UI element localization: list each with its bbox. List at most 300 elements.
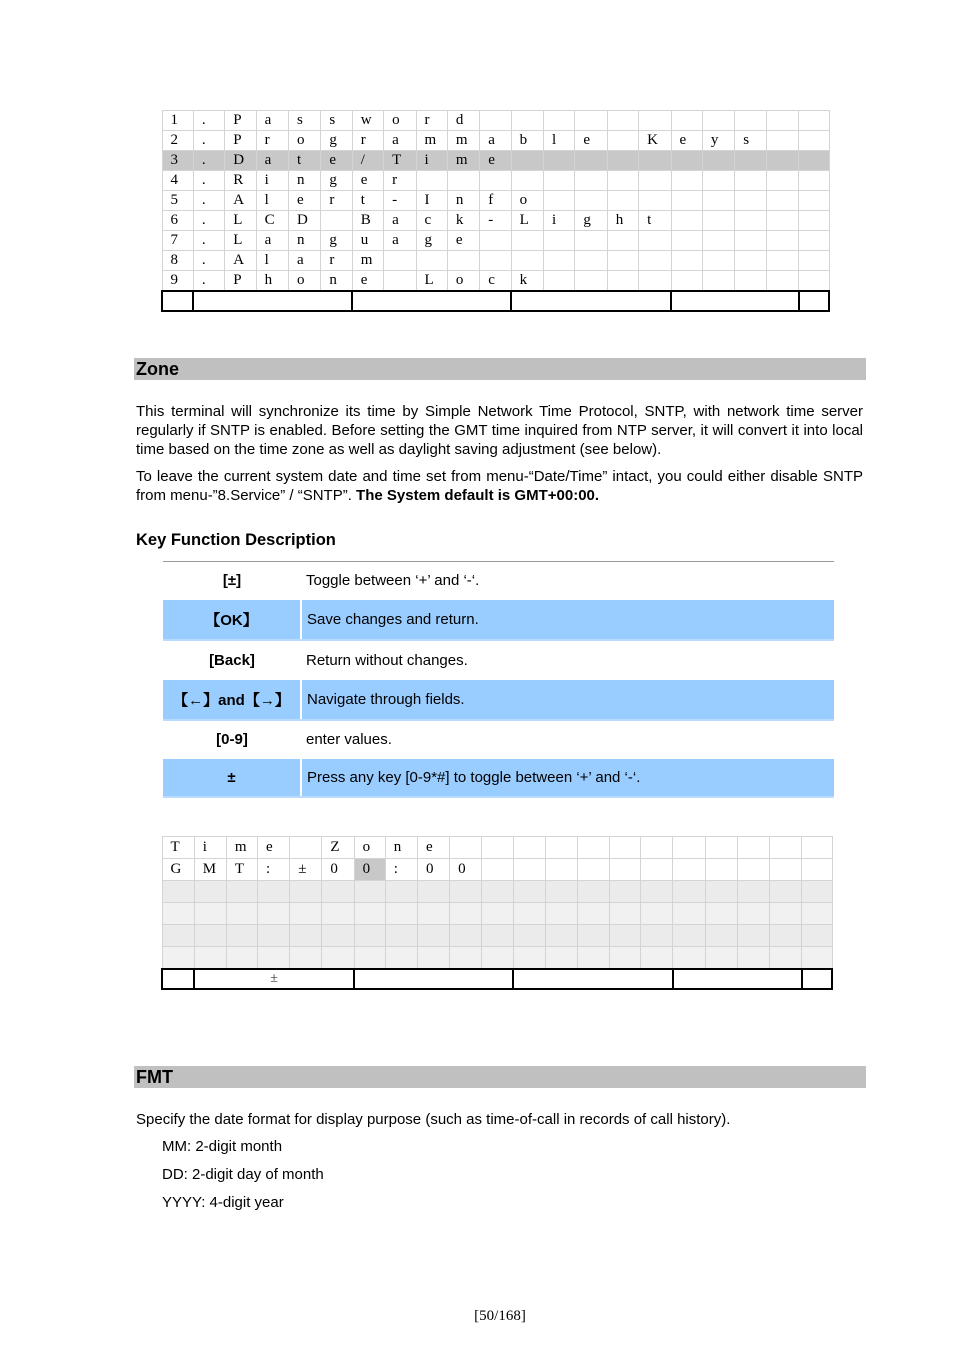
key-description: Press any key [0-9*#] to toggle between ‘+’ and ‘-‘. <box>301 759 834 797</box>
zone-lcd-cell <box>417 881 449 903</box>
menu-softkey-bar <box>162 291 829 311</box>
zone-lcd-cell <box>226 903 257 925</box>
menu-lcd-cell <box>766 111 798 131</box>
key-description: Return without changes. <box>301 640 834 680</box>
zone-lcd-row <box>162 903 832 925</box>
zone-lcd-cell <box>513 903 545 925</box>
menu-lcd-cell: . <box>193 191 224 211</box>
zone-lcd-cell: Z <box>322 837 354 859</box>
zone-lcd-cell <box>513 925 545 947</box>
menu-lcd-cell: r <box>321 191 352 211</box>
menu-lcd-cell <box>702 251 734 271</box>
menu-lcd-cell <box>671 191 702 211</box>
zone-lcd-cell <box>641 837 673 859</box>
menu-lcd-cell <box>416 251 447 271</box>
zone-lcd-cell <box>545 859 577 881</box>
menu-lcd-cell: / <box>352 151 383 171</box>
menu-lcd-cell <box>321 211 352 231</box>
zone-lcd-cell <box>802 859 832 881</box>
zone-lcd-cell <box>450 925 482 947</box>
menu-lcd-cell <box>575 151 607 171</box>
key-row <box>163 720 834 759</box>
menu-lcd-cell <box>702 211 734 231</box>
menu-lcd-cell: k <box>511 271 543 292</box>
menu-lcd-row <box>162 131 829 151</box>
menu-lcd-cell <box>799 231 830 251</box>
menu-lcd-row <box>162 191 829 211</box>
menu-lcd-cell: t <box>639 211 671 231</box>
zone-lcd-cell <box>385 947 417 970</box>
zone-lcd-cell <box>641 925 673 947</box>
zone-paragraph-1: This terminal will synchronize its time by Simple Network Time Protocol, SNTP, with network time server regularly if SNTP is enabled. Before setting the GMT time inquired from NTP server, it will convert it into local time based on the time zone as well as daylight saving adjustment (see below). <box>136 403 863 458</box>
zone-lcd-cell <box>322 947 354 970</box>
zone-lcd-cell <box>450 903 482 925</box>
menu-lcd-cell <box>447 171 479 191</box>
menu-lcd-cell: e <box>671 131 702 151</box>
zone-lcd-cell <box>610 859 641 881</box>
menu-lcd-cell: o <box>511 191 543 211</box>
menu-lcd-cell: u <box>352 231 383 251</box>
key-label: 【OK】 <box>163 600 301 640</box>
zone-lcd-cell: T <box>162 837 194 859</box>
menu-lcd-cell <box>735 191 766 211</box>
zone-lcd-row <box>162 881 832 903</box>
menu-lcd-cell: l <box>544 131 575 151</box>
zone-lcd-cell <box>162 881 194 903</box>
zone-softkey[interactable] <box>802 969 832 989</box>
menu-lcd-cell: h <box>607 211 638 231</box>
menu-lcd-cell <box>735 171 766 191</box>
zone-lcd-cell <box>673 837 705 859</box>
zone-lcd-cell <box>610 837 641 859</box>
zone-lcd-cell <box>482 903 513 925</box>
system-default-note: The System default is GMT+00:00. <box>356 487 600 504</box>
zone-lcd-cell: 0 <box>354 859 385 881</box>
zone-lcd-cell <box>577 881 609 903</box>
zone-lcd-cell: : <box>258 859 290 881</box>
menu-softkey[interactable] <box>193 291 352 311</box>
menu-lcd-cell <box>639 191 671 211</box>
menu-lcd-cell <box>607 271 638 292</box>
menu-lcd-cell: r <box>256 131 288 151</box>
key-description: Navigate through fields. <box>301 680 834 720</box>
menu-lcd-cell <box>416 171 447 191</box>
zone-softkey-bar <box>162 969 832 989</box>
zone-lcd-cell <box>482 837 513 859</box>
menu-lcd-cell: s <box>735 131 766 151</box>
zone-lcd-cell <box>513 947 545 970</box>
zone-lcd-cell <box>545 903 577 925</box>
menu-lcd-cell: y <box>702 131 734 151</box>
zone-lcd-cell <box>737 881 769 903</box>
menu-lcd-cell: g <box>416 231 447 251</box>
zone-lcd-cell <box>513 881 545 903</box>
zone-lcd-cell <box>162 903 194 925</box>
menu-lcd-cell <box>735 211 766 231</box>
menu-lcd-cell: - <box>384 191 416 211</box>
menu-lcd-cell <box>384 251 416 271</box>
menu-lcd-cell: . <box>193 111 224 131</box>
zone-lcd-cell <box>802 837 832 859</box>
menu-lcd-cell <box>702 171 734 191</box>
key-function-heading: Key Function Description <box>136 531 336 549</box>
menu-lcd-cell: g <box>575 211 607 231</box>
menu-lcd-cell: a <box>256 151 288 171</box>
menu-lcd-cell: r <box>384 171 416 191</box>
menu-lcd-cell: . <box>193 151 224 171</box>
zone-lcd-cell <box>194 925 226 947</box>
menu-lcd-cell: 4 <box>162 171 193 191</box>
menu-lcd-cell <box>671 171 702 191</box>
zone-lcd-cell <box>354 947 385 970</box>
key-row <box>163 600 834 640</box>
zone-softkey[interactable] <box>513 969 673 989</box>
menu-lcd-cell: o <box>289 131 321 151</box>
menu-lcd-cell <box>702 151 734 171</box>
menu-lcd-cell <box>766 171 798 191</box>
zone-lcd-cell <box>673 947 705 970</box>
key-row <box>163 680 834 720</box>
menu-lcd-cell: r <box>352 131 383 151</box>
menu-lcd-cell: P <box>225 131 256 151</box>
zone-lcd-cell <box>577 859 609 881</box>
key-label: [0-9] <box>163 720 301 759</box>
menu-lcd-cell: g <box>321 131 352 151</box>
menu-lcd-cell <box>575 191 607 211</box>
menu-lcd-row <box>162 171 829 191</box>
menu-lcd-cell <box>766 191 798 211</box>
menu-lcd-cell <box>575 251 607 271</box>
menu-lcd-cell: m <box>447 131 479 151</box>
menu-lcd-cell <box>702 111 734 131</box>
menu-lcd-cell <box>607 251 638 271</box>
menu-lcd-cell <box>639 251 671 271</box>
zone-lcd-cell <box>322 903 354 925</box>
key-row <box>163 640 834 680</box>
zone-lcd-cell <box>194 881 226 903</box>
zone-lcd-cell <box>770 859 802 881</box>
menu-lcd-cell <box>702 271 734 292</box>
zone-lcd-cell <box>258 925 290 947</box>
menu-lcd-row <box>162 231 829 251</box>
menu-lcd-cell <box>671 111 702 131</box>
menu-lcd-cell <box>639 111 671 131</box>
zone-lcd-cell <box>450 881 482 903</box>
menu-lcd-cell <box>766 231 798 251</box>
key-label: [±] <box>163 562 301 600</box>
zone-lcd-cell <box>673 903 705 925</box>
key-label: ± <box>163 759 301 797</box>
menu-lcd-cell <box>639 171 671 191</box>
menu-lcd-cell <box>639 151 671 171</box>
menu-lcd-cell: s <box>289 111 321 131</box>
menu-lcd-cell <box>735 271 766 292</box>
zone-lcd-cell <box>450 947 482 970</box>
menu-lcd-cell <box>544 251 575 271</box>
zone-lcd-cell <box>737 903 769 925</box>
zone-lcd-cell <box>385 881 417 903</box>
menu-lcd-cell <box>639 231 671 251</box>
zone-lcd-cell: 0 <box>450 859 482 881</box>
menu-lcd-cell: g <box>321 231 352 251</box>
menu-lcd-cell <box>480 231 511 251</box>
menu-lcd-cell <box>799 171 830 191</box>
menu-lcd-cell: o <box>447 271 479 292</box>
zone-lcd-cell <box>577 903 609 925</box>
menu-lcd-cell: f <box>480 191 511 211</box>
page-number: [50/168] <box>474 1308 526 1324</box>
menu-lcd-cell <box>799 251 830 271</box>
menu-lcd-cell <box>575 111 607 131</box>
menu-lcd-cell <box>671 151 702 171</box>
menu-lcd-cell: D <box>289 211 321 231</box>
menu-lcd-cell: e <box>480 151 511 171</box>
zone-lcd-cell: 0 <box>417 859 449 881</box>
zone-lcd-cell: 0 <box>322 859 354 881</box>
menu-lcd-cell <box>735 151 766 171</box>
menu-lcd-cell: t <box>289 151 321 171</box>
zone-softkey[interactable] <box>162 969 194 989</box>
zone-lcd-cell <box>545 947 577 970</box>
zone-lcd-cell <box>577 947 609 970</box>
menu-softkey[interactable] <box>162 291 193 311</box>
zone-lcd-cell <box>770 947 802 970</box>
menu-lcd-cell: P <box>225 271 256 292</box>
zone-section-title: Zone <box>136 359 179 379</box>
menu-lcd-cell <box>702 231 734 251</box>
zone-lcd-cell <box>354 903 385 925</box>
menu-lcd-cell <box>447 251 479 271</box>
menu-lcd-row <box>162 151 829 171</box>
menu-lcd-cell <box>544 111 575 131</box>
zone-lcd-cell <box>162 947 194 970</box>
menu-lcd-cell: l <box>256 191 288 211</box>
menu-lcd-cell <box>766 131 798 151</box>
zone-lcd-cell <box>194 903 226 925</box>
zone-lcd-cell <box>673 881 705 903</box>
menu-lcd-cell <box>799 191 830 211</box>
zone-lcd-cell <box>802 947 832 970</box>
menu-lcd-cell: i <box>544 211 575 231</box>
zone-lcd-cell <box>417 925 449 947</box>
zone-section-header <box>134 358 866 380</box>
menu-lcd-cell <box>671 211 702 231</box>
menu-lcd-cell <box>735 231 766 251</box>
zone-lcd-cell <box>482 881 513 903</box>
zone-lcd-cell <box>482 925 513 947</box>
menu-lcd-cell <box>544 231 575 251</box>
menu-lcd-cell <box>735 111 766 131</box>
menu-lcd-cell: a <box>289 251 321 271</box>
zone-lcd-cell <box>737 859 769 881</box>
menu-lcd-cell <box>671 231 702 251</box>
zone-lcd-cell <box>610 881 641 903</box>
zone-lcd-cell <box>290 947 322 970</box>
menu-lcd-cell: h <box>256 271 288 292</box>
zone-lcd-cell: ± <box>290 859 322 881</box>
menu-lcd-cell <box>544 151 575 171</box>
menu-lcd-cell: L <box>225 211 256 231</box>
zone-lcd-cell <box>641 859 673 881</box>
zone-lcd-row <box>162 925 832 947</box>
menu-lcd-cell: t <box>352 191 383 211</box>
fmt-intro: Specify the date format for display purpose (such as time-of-call in records of call history). <box>136 1111 731 1128</box>
zone-lcd-cell: e <box>417 837 449 859</box>
menu-lcd-cell: L <box>225 231 256 251</box>
zone-lcd-cell <box>610 947 641 970</box>
menu-lcd-cell: m <box>447 151 479 171</box>
menu-lcd-cell <box>544 191 575 211</box>
zone-softkey[interactable] <box>354 969 513 989</box>
zone-lcd-cell <box>354 925 385 947</box>
menu-lcd-cell: n <box>321 271 352 292</box>
menu-lcd-cell: n <box>289 171 321 191</box>
zone-softkey[interactable]: ± <box>194 969 354 989</box>
menu-lcd-cell <box>480 111 511 131</box>
zone-lcd-cell <box>610 903 641 925</box>
menu-lcd-cell: A <box>225 251 256 271</box>
menu-lcd-cell: D <box>225 151 256 171</box>
menu-lcd-cell <box>799 211 830 231</box>
zone-lcd-cell: e <box>258 837 290 859</box>
menu-lcd-cell: e <box>321 151 352 171</box>
menu-lcd-cell: o <box>289 271 321 292</box>
zone-lcd-cell <box>802 925 832 947</box>
menu-lcd-cell <box>607 191 638 211</box>
menu-lcd-cell <box>735 251 766 271</box>
menu-lcd-cell: 7 <box>162 231 193 251</box>
menu-softkey[interactable] <box>671 291 799 311</box>
zone-lcd-cell <box>385 903 417 925</box>
menu-lcd-cell <box>799 111 830 131</box>
menu-lcd-cell: c <box>416 211 447 231</box>
menu-lcd-cell: m <box>416 131 447 151</box>
menu-softkey[interactable] <box>352 291 511 311</box>
key-row <box>163 562 834 600</box>
zone-lcd-cell <box>322 881 354 903</box>
menu-lcd-row <box>162 111 829 131</box>
zone-paragraph-2-text: To leave the current system date and time set from menu-“Date/Time” intact, you could either disable SNTP from menu-”8.Service” / “SNTP”. <box>136 468 863 504</box>
key-description: enter values. <box>301 720 834 759</box>
menu-lcd-cell: . <box>193 211 224 231</box>
menu-lcd-row <box>162 271 829 292</box>
zone-lcd-cell <box>770 837 802 859</box>
zone-lcd-cell <box>226 925 257 947</box>
menu-lcd-cell: . <box>193 271 224 292</box>
zone-lcd-cell <box>770 881 802 903</box>
zone-lcd-cell <box>577 837 609 859</box>
menu-lcd-cell <box>607 231 638 251</box>
menu-lcd-cell: i <box>256 171 288 191</box>
menu-lcd-cell: . <box>193 231 224 251</box>
menu-lcd-cell: r <box>416 111 447 131</box>
zone-lcd-cell <box>770 903 802 925</box>
menu-lcd-cell <box>799 131 830 151</box>
menu-lcd-cell: e <box>352 171 383 191</box>
zone-lcd-cell <box>802 881 832 903</box>
key-description: Toggle between ‘+’ and ‘-‘. <box>301 562 834 600</box>
menu-lcd-cell: 2 <box>162 131 193 151</box>
menu-lcd-cell: m <box>352 251 383 271</box>
menu-lcd-cell <box>607 131 638 151</box>
zone-lcd-cell <box>641 903 673 925</box>
menu-lcd-cell: a <box>384 211 416 231</box>
zone-lcd-cell <box>641 881 673 903</box>
zone-lcd-cell <box>290 925 322 947</box>
menu-lcd-cell: C <box>256 211 288 231</box>
zone-lcd-cell <box>258 881 290 903</box>
key-function-table <box>163 561 834 798</box>
menu-lcd-cell: I <box>416 191 447 211</box>
menu-lcd-cell <box>575 231 607 251</box>
menu-lcd-cell <box>511 151 543 171</box>
fmt-section-title: FMT <box>136 1067 173 1087</box>
menu-lcd-cell <box>544 171 575 191</box>
zone-lcd-cell: o <box>354 837 385 859</box>
fmt-item-year: YYYY: 4-digit year <box>162 1194 284 1211</box>
menu-lcd-cell: e <box>575 131 607 151</box>
menu-lcd-cell: K <box>639 131 671 151</box>
zone-lcd-cell <box>290 903 322 925</box>
zone-lcd-cell <box>641 947 673 970</box>
menu-lcd-cell <box>607 171 638 191</box>
zone-lcd-cell <box>417 947 449 970</box>
zone-lcd-cell <box>737 925 769 947</box>
zone-lcd-cell: i <box>194 837 226 859</box>
menu-lcd-cell <box>544 271 575 292</box>
menu-lcd-cell: i <box>416 151 447 171</box>
menu-lcd-cell: a <box>480 131 511 151</box>
menu-lcd-cell <box>384 271 416 292</box>
menu-lcd-cell: 3 <box>162 151 193 171</box>
menu-softkey[interactable] <box>799 291 830 311</box>
zone-lcd-cell <box>737 947 769 970</box>
zone-lcd-cell <box>417 903 449 925</box>
menu-lcd-cell: 5 <box>162 191 193 211</box>
zone-lcd-cell <box>577 925 609 947</box>
key-description: Save changes and return. <box>301 600 834 640</box>
menu-lcd-cell: L <box>511 211 543 231</box>
menu-lcd-cell: . <box>193 251 224 271</box>
menu-lcd-cell: s <box>321 111 352 131</box>
zone-softkey[interactable] <box>673 969 802 989</box>
menu-lcd-cell: k <box>447 211 479 231</box>
menu-lcd-cell <box>766 211 798 231</box>
zone-lcd-cell <box>290 837 322 859</box>
menu-lcd-cell: P <box>225 111 256 131</box>
menu-lcd-cell <box>766 151 798 171</box>
zone-lcd-cell: : <box>385 859 417 881</box>
zone-lcd-cell <box>705 903 737 925</box>
menu-lcd-cell <box>575 171 607 191</box>
menu-lcd-cell: n <box>447 191 479 211</box>
zone-lcd-cell: n <box>385 837 417 859</box>
menu-lcd-cell: e <box>352 271 383 292</box>
fmt-item-day: DD: 2-digit day of month <box>162 1166 324 1183</box>
menu-lcd-cell <box>671 251 702 271</box>
key-label: [Back] <box>163 640 301 680</box>
menu-softkey[interactable] <box>511 291 671 311</box>
menu-lcd-cell: T <box>384 151 416 171</box>
key-label: 【←】and【→】 <box>163 680 301 720</box>
zone-lcd-cell <box>802 903 832 925</box>
menu-lcd-cell: o <box>384 111 416 131</box>
menu-lcd-cell: e <box>447 231 479 251</box>
menu-lcd-cell <box>766 271 798 292</box>
zone-lcd-cell <box>450 837 482 859</box>
menu-lcd-cell <box>799 151 830 171</box>
zone-lcd-cell <box>545 881 577 903</box>
